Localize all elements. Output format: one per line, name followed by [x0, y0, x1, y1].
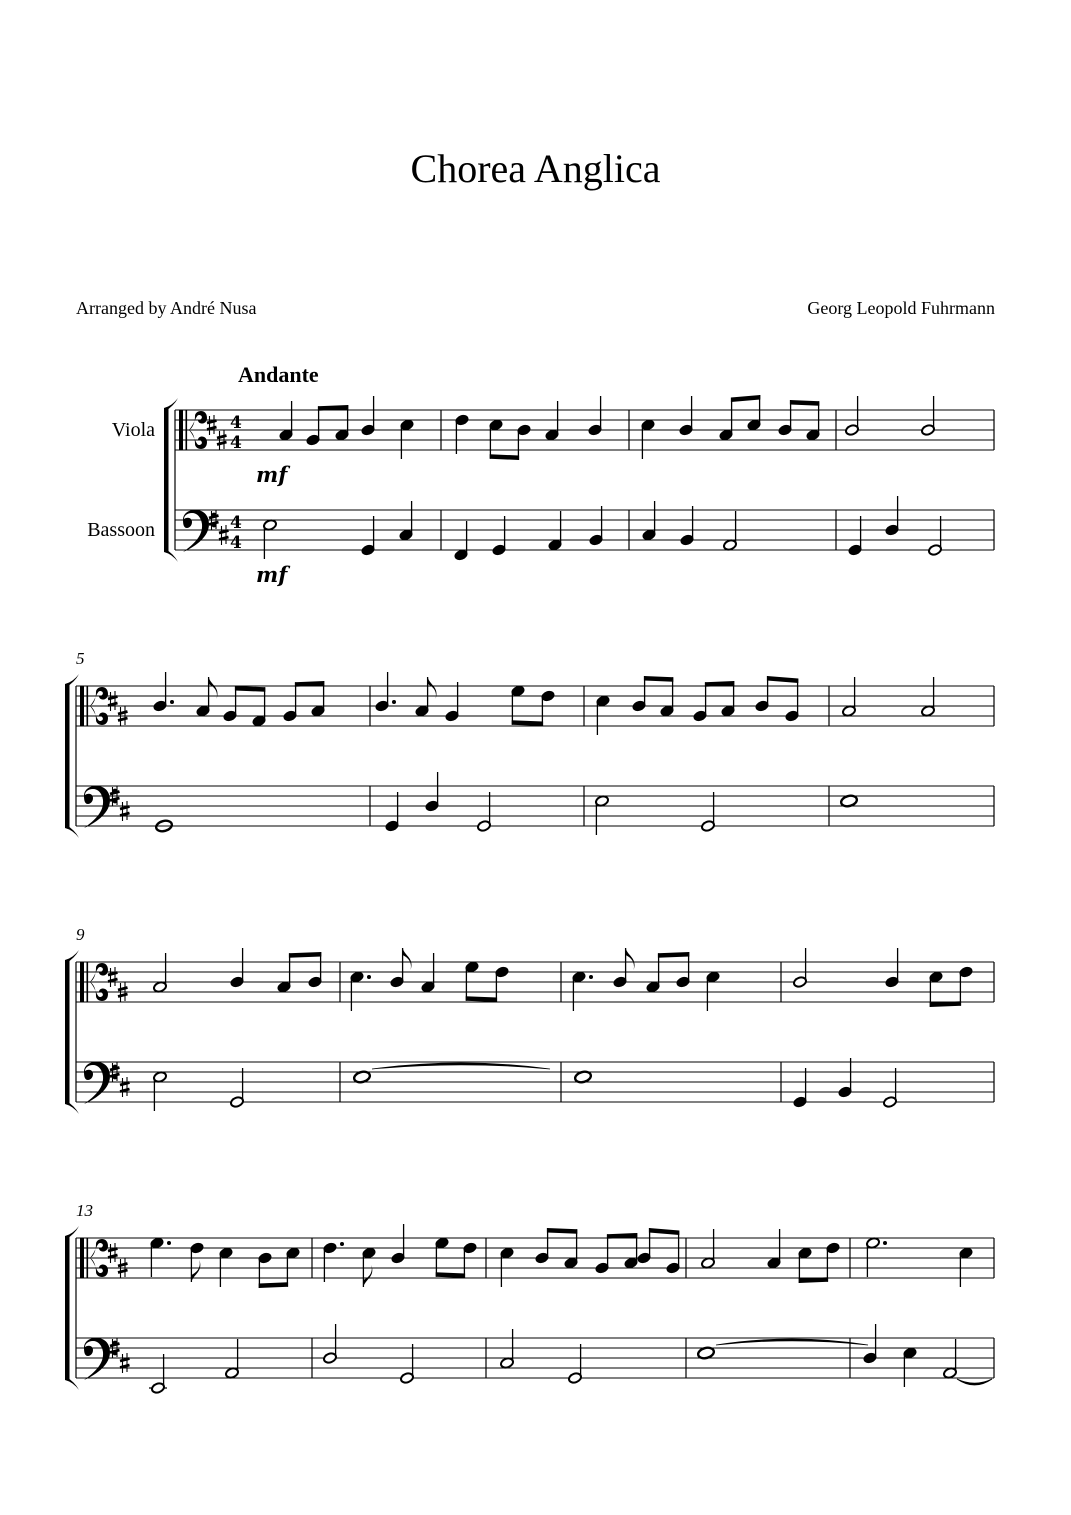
sharp-sign	[120, 1083, 130, 1086]
sharp-sign	[110, 1068, 120, 1071]
sharp-sign	[110, 798, 120, 801]
bass-clef	[183, 510, 209, 552]
sharp-sign	[110, 1350, 120, 1353]
augmentation-dot	[367, 975, 371, 979]
sharp-sign	[108, 703, 118, 706]
alto-clef-thick	[80, 1238, 84, 1278]
eighth-beam	[658, 952, 689, 958]
sharp-sign	[207, 427, 217, 430]
dynamic-mf-bassoon: mf	[256, 562, 288, 587]
eighth-beam	[790, 400, 819, 406]
sharp-sign	[118, 718, 128, 721]
eighth-beam	[259, 1282, 288, 1288]
instrument-label-viola: Viola	[111, 419, 155, 441]
sharp-sign	[120, 813, 130, 816]
tie	[957, 1379, 992, 1385]
system-bracket	[65, 960, 70, 1104]
augmentation-dot	[167, 1241, 171, 1245]
eighth-beam	[436, 1272, 465, 1278]
system-bracket	[65, 684, 70, 828]
tie	[372, 1063, 550, 1069]
notation-layer	[65, 395, 994, 1394]
measure-number-system-3: 9	[76, 925, 85, 944]
tie	[716, 1339, 868, 1345]
sharp-sign	[110, 1344, 120, 1347]
bass-clef	[84, 1062, 110, 1104]
sharp-sign	[209, 522, 219, 525]
sharp-sign	[120, 1359, 130, 1362]
augmentation-dot	[340, 1242, 344, 1246]
sharp-sign	[120, 1089, 130, 1092]
alto-clef-thick	[80, 962, 84, 1002]
eighth-beam	[466, 996, 497, 1002]
eighth-flag	[403, 948, 412, 970]
alto-clef-thin	[87, 962, 89, 1002]
alto-clef-thin	[87, 686, 89, 726]
time-signature-bottom: 4	[230, 533, 242, 553]
alto-clef-thin	[186, 410, 188, 450]
eighth-flag	[626, 948, 635, 970]
eighth-beam	[767, 676, 798, 683]
sharp-sign	[108, 979, 118, 982]
time-signature-bottom: 4	[230, 433, 242, 453]
bass-clef	[84, 786, 110, 828]
arranger-credit: Arranged by André Nusa	[76, 298, 257, 318]
instrument-label-bassoon: Bassoon	[87, 519, 155, 541]
alto-clef-thick	[179, 410, 183, 450]
system-bracket	[164, 408, 169, 552]
eighth-beam	[235, 686, 265, 692]
sharp-sign	[110, 792, 120, 795]
sharp-sign	[120, 1365, 130, 1368]
eighth-beam	[490, 454, 519, 460]
eighth-beam	[644, 676, 673, 682]
sharp-sign	[118, 712, 128, 715]
sharp-sign	[207, 421, 217, 424]
alto-clef-thick	[80, 686, 84, 726]
sharp-sign	[108, 973, 118, 976]
dynamic-mf-viola: mf	[256, 462, 288, 487]
eighth-beam	[731, 395, 760, 402]
sharp-sign	[110, 1074, 120, 1077]
alto-clef-thin	[87, 1238, 89, 1278]
sharp-sign	[108, 1249, 118, 1252]
augmentation-dot	[589, 975, 593, 979]
eighth-beam	[547, 1228, 577, 1234]
sharp-sign	[219, 537, 229, 540]
score-title: Chorea Anglica	[410, 146, 661, 191]
eighth-flag	[191, 1260, 200, 1282]
sharp-sign	[219, 531, 229, 534]
sharp-sign	[118, 988, 128, 991]
sharp-sign	[120, 807, 130, 810]
bass-clef	[84, 1338, 110, 1380]
composer-credit: Georg Leopold Fuhrmann	[807, 298, 995, 318]
time-signature-top: 4	[230, 513, 242, 533]
eighth-beam	[649, 1228, 679, 1235]
sharp-sign	[118, 1270, 128, 1273]
eighth-beam	[289, 952, 321, 958]
sharp-sign	[209, 516, 219, 519]
measure-number-system-2: 5	[76, 649, 85, 668]
sharp-sign	[118, 994, 128, 997]
sharp-sign	[108, 697, 118, 700]
augmentation-dot	[170, 700, 174, 704]
sharp-sign	[217, 442, 227, 445]
augmentation-dot	[392, 700, 396, 704]
system-bracket	[65, 1236, 70, 1380]
eighth-beam	[512, 720, 543, 726]
sharp-sign	[108, 1255, 118, 1258]
augmentation-dot	[883, 1241, 887, 1245]
measure-number-system-4: 13	[76, 1201, 93, 1220]
tempo-marking: Andante	[238, 362, 319, 387]
time-signature-top: 4	[230, 413, 242, 433]
sharp-sign	[118, 1264, 128, 1267]
sharp-sign	[217, 436, 227, 439]
